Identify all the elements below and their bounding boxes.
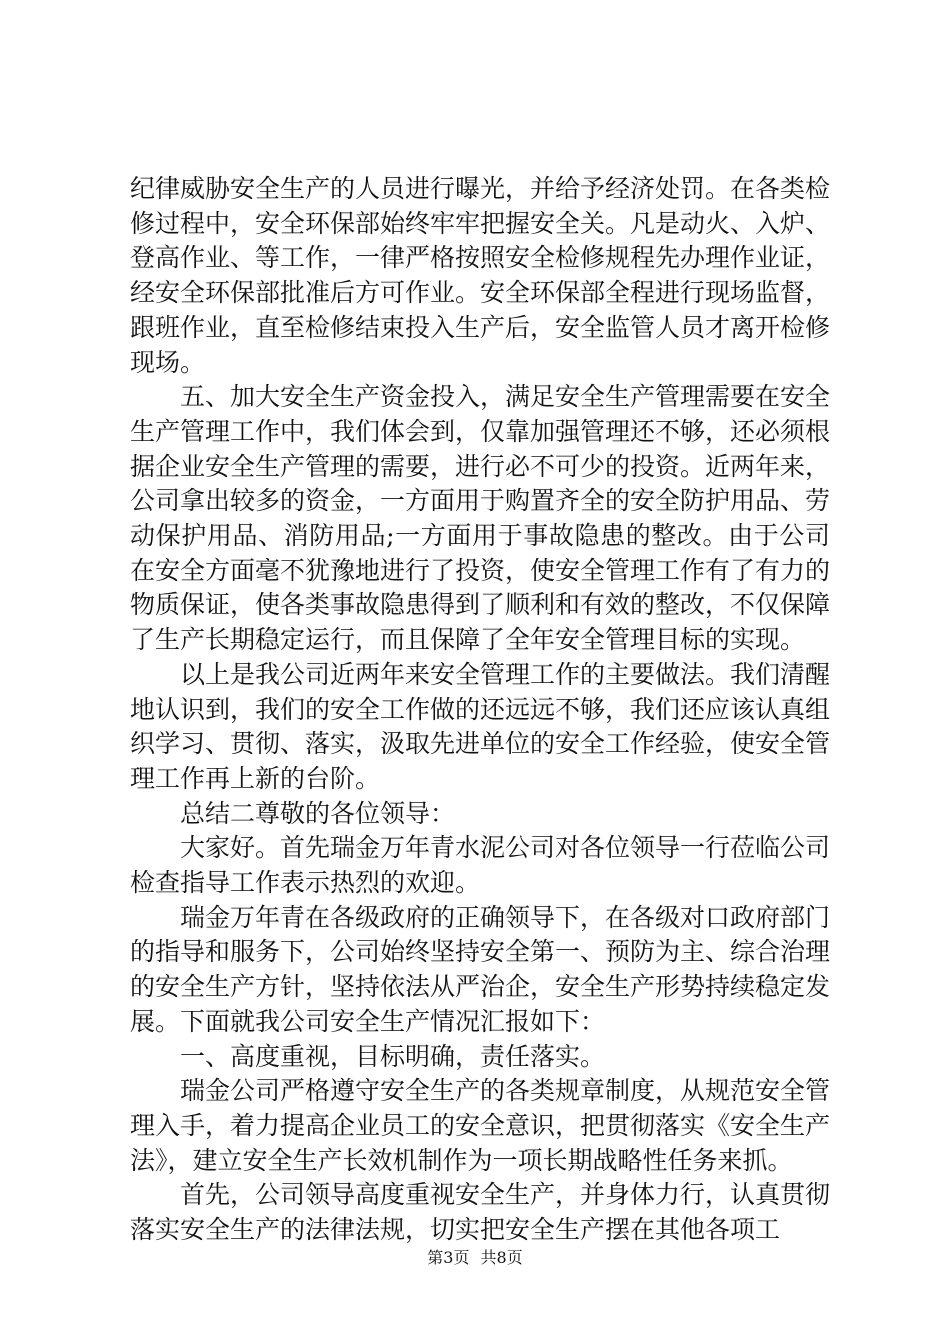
page-total: 共8页 — [480, 1248, 523, 1267]
document-body — [130, 172, 830, 1248]
paragraph-regulations: 瑞金公司严格遵守安全生产的各类规章制度，从规范安全管理入手，着力提高企业员工的安全意识，把贯彻落实《安全生产法》，建立安全生产长效机制作为一项长期战略性任务来抓。 — [130, 1076, 831, 1175]
paragraph-summary: 以上是我公司近两年来安全管理工作的主要做法。我们清醒地认识到，我们的安全工作做的还远远不够，我们还应该认真组织学习、贯彻、落实，汲取先进单位的安全工作经验，使安全管理工作再上新的台阶。 — [130, 659, 831, 793]
paragraph-continued: 纪律威胁安全生产的人员进行曝光，并给予经济处罚。在各类检修过程中，安全环保部始终牢牢把握安全关。凡是动火、入炉、登高作业、等工作，一律严格按照安全检修规程先办理作业证，经安全环保部批准后方可作业。安全环保部全程进行现场监督，跟班作业，直至检修结束投入生产后，安全监管人员才离开检修现场。 — [130, 174, 831, 377]
paragraph-leadership: 首先，公司领导高度重视安全生产，并身体力行，认真贯彻落实安全生产的法律法规，切实把安全生产摆在其他各项工 — [130, 1180, 831, 1245]
paragraph-investment: 五、加大安全生产资金投入，满足安全生产管理需要在安全生产管理工作中，我们体会到，仅靠加强管理还不够，还必须根据企业安全生产管理的需要，进行必不可少的投资。近两年来，公司拿出较多的资金，一方面用于购置齐全的安全防护用品、劳动保护用品、消防用品;一方面用于事故隐患的整改。由于公司在安全方面毫不犹豫地进行了投资，使安全管理工作有了有力的物质保证，使各类事故隐患得到了顺利和有效的整改，不仅保障了生产长期稳定运行，而且保障了全年安全管理目标的实现。 — [130, 382, 831, 655]
page-number: 第3页 — [427, 1248, 470, 1267]
paragraph-salutation: 总结二尊敬的各位领导： — [180, 798, 456, 828]
paragraph-welcome: 大家好。首先瑞金万年青水泥公司对各位领导一行莅临公司检查指导工作表示热烈的欢迎。 — [130, 833, 831, 898]
page-footer — [0, 1245, 950, 1268]
paragraph-heading-one: 一、高度重视，目标明确，责任落实。 — [180, 1041, 606, 1071]
paragraph-introduction: 瑞金万年青在各级政府的正确领导下，在各级对口政府部门的指导和服务下，公司始终坚持安全第一、预防为主、综合治理的安全生产方针，坚持依法从严治企，安全生产形势持续稳定发展。下面就我公司安全生产情况汇报如下： — [130, 902, 831, 1036]
